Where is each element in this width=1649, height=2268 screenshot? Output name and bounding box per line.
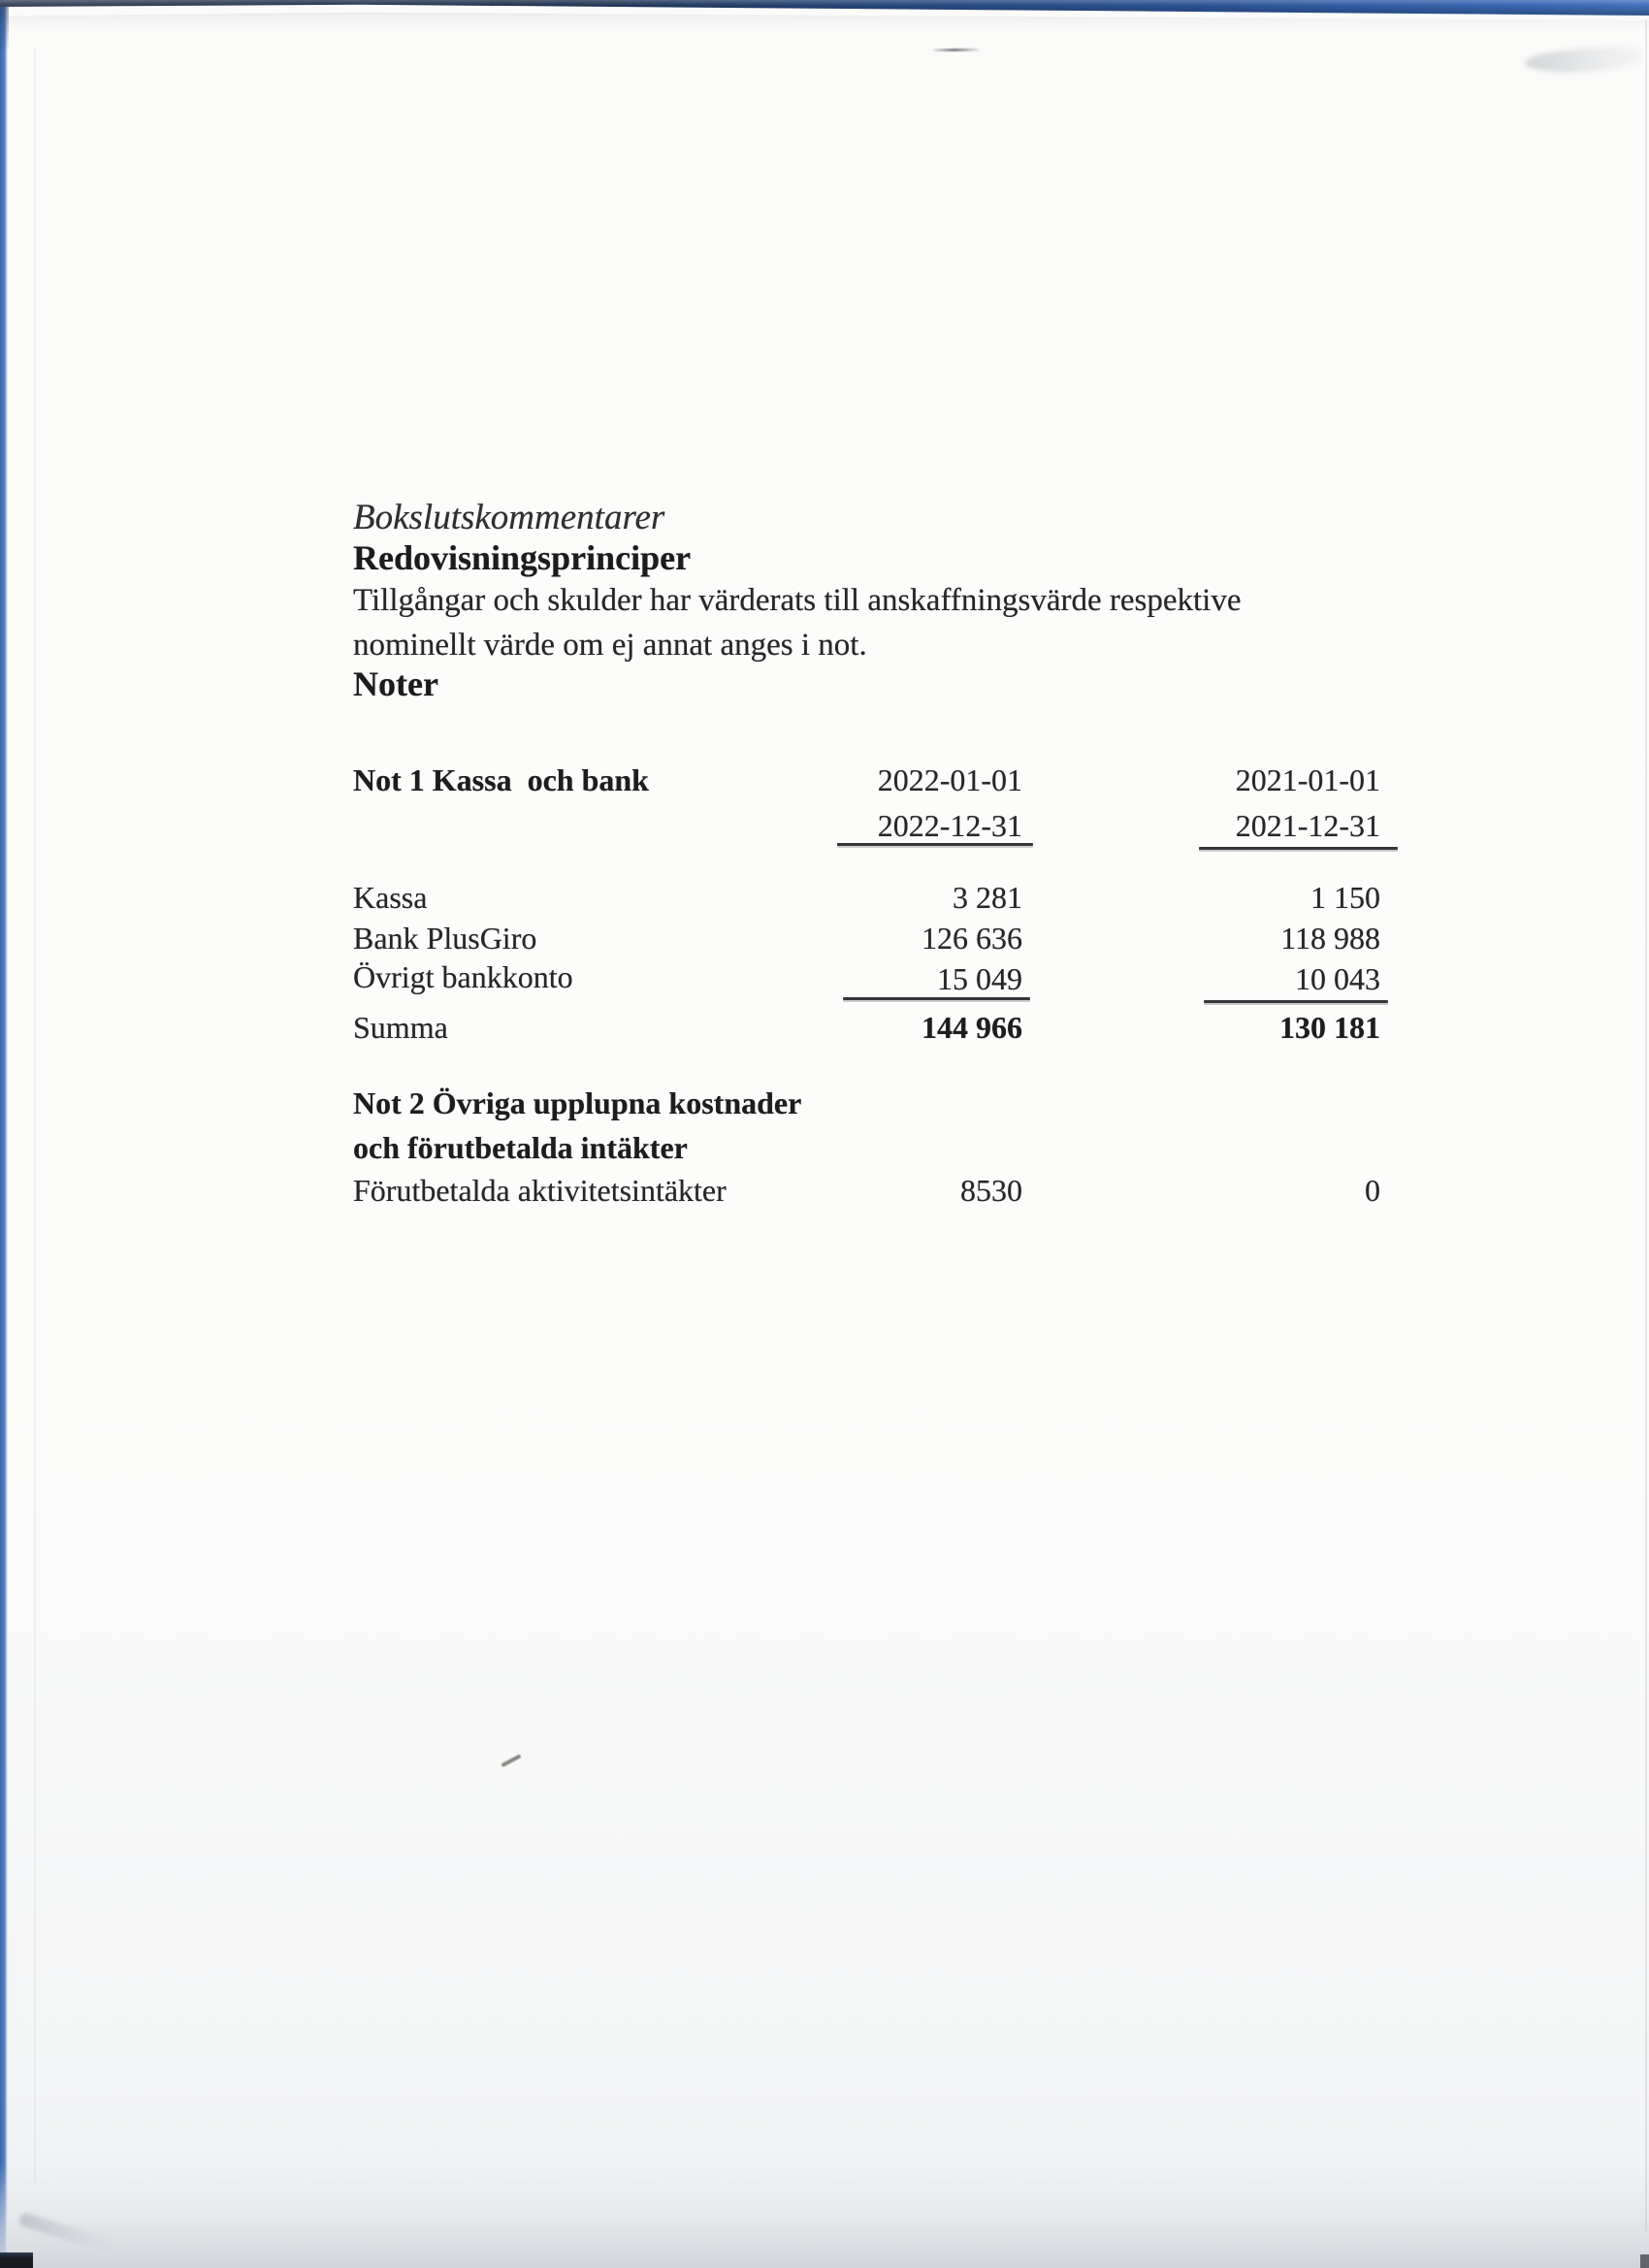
note1-row-value-2022: 15 049 [937, 961, 1022, 996]
note1-row-label: Bank PlusGiro [353, 921, 537, 956]
note2-row-value-2021: 0 [1365, 1173, 1380, 1208]
scan-corner-bottom-left [0, 2252, 33, 2268]
note1-row-value-2022: 3 281 [953, 880, 1022, 915]
heading-principles: Redovisningsprinciper [353, 538, 692, 577]
note1-total-label: Summa [353, 1010, 448, 1045]
note1-row-label: Övrigt bankkonto [353, 959, 573, 994]
scan-bottom-shade [0, 2163, 1649, 2268]
note1-col2-period-end: 2021-12-31 [1235, 808, 1380, 843]
note1-row-label: Kassa [353, 880, 428, 915]
pen-mark [501, 1754, 521, 1767]
note1-row-value-2021: 118 988 [1280, 921, 1380, 956]
note1-row-value-2021: 1 150 [1310, 880, 1380, 915]
note1-col2-total-rule [1204, 1000, 1388, 1003]
note1-col2-period-start: 2021-01-01 [1235, 762, 1380, 797]
note1-total-value-2021: 130 181 [1279, 1010, 1380, 1045]
note1-col1-period-end: 2022-12-31 [877, 808, 1022, 843]
heading-noter: Noter [353, 664, 438, 703]
note2-row-label: Förutbetalda aktivitetsintäkter [353, 1173, 727, 1208]
note1-col1-total-rule [843, 997, 1030, 1000]
scan-line-right [1645, 19, 1647, 2231]
scan-smudge-top-right [1524, 45, 1643, 76]
note1-total-value-2022: 144 966 [922, 1010, 1022, 1045]
principles-line-1: Tillgångar och skulder har värderats till anskaffningsvärde respektive [353, 583, 1242, 618]
note2-title-line-1: Not 2 Övriga upplupna kostnader [353, 1085, 802, 1120]
note1-col2-header-rule [1199, 847, 1398, 850]
note2-row-value-2022: 8530 [960, 1173, 1022, 1208]
scan-edge-left-fade [0, 7, 9, 2252]
note2-title-line-2: och förutbetalda intäkter [353, 1130, 688, 1165]
note1-title: Not 1 Kassa och bank [353, 762, 649, 797]
scan-artifact-dash [933, 49, 980, 52]
document-title: Bokslutskommentarer [353, 498, 665, 537]
scan-edge-top-highlight [0, 0, 1649, 16]
note1-col1-period-start: 2022-01-01 [877, 762, 1022, 797]
scan-corner-bottom-right [1640, 2254, 1649, 2268]
scan-line-left [34, 49, 36, 2183]
note1-row-value-2021: 10 043 [1295, 961, 1380, 996]
note1-col1-header-rule [837, 843, 1033, 846]
principles-line-2: nominellt värde om ej annat anges i not. [353, 628, 867, 663]
note1-row-value-2022: 126 636 [922, 921, 1022, 956]
